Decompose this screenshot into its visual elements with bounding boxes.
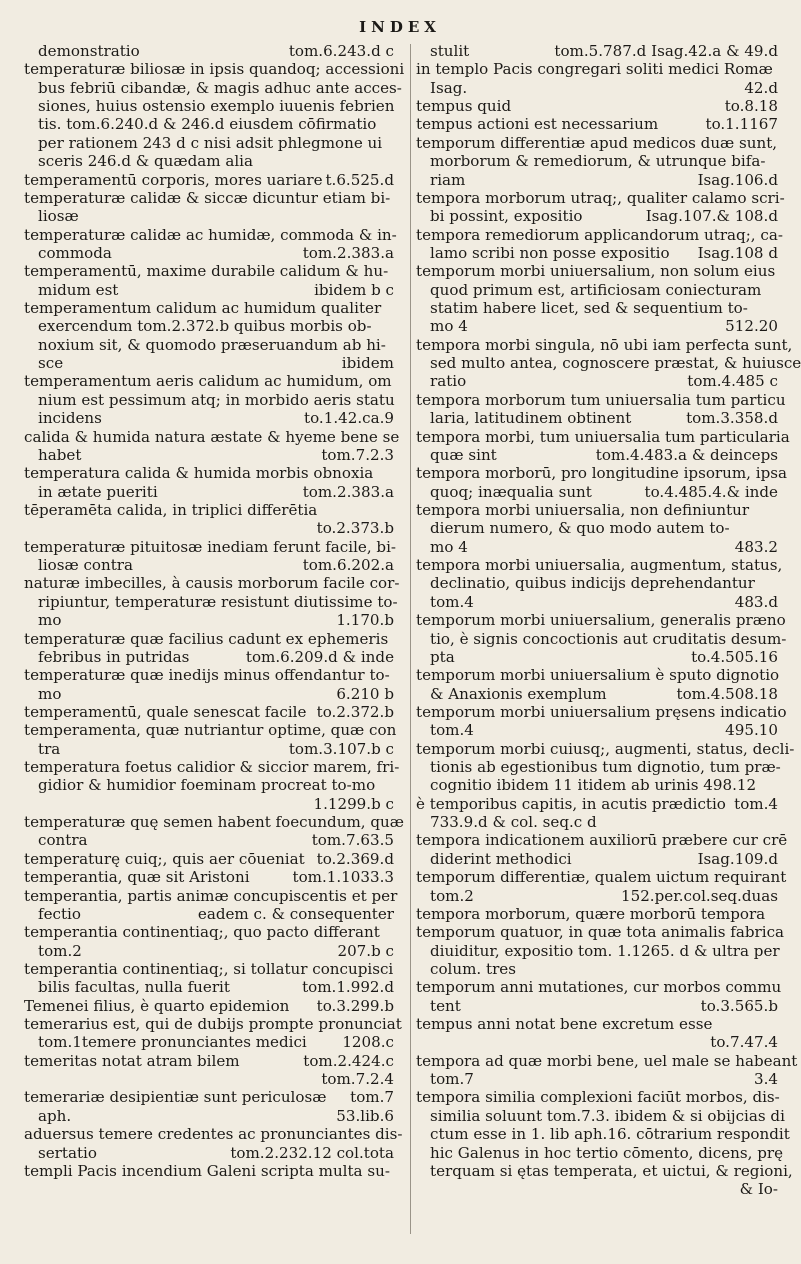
- index-line: [416, 79, 778, 97]
- index-entry-text: tempora morbi, tum uniuersalia tum particularia: [416, 427, 790, 446]
- index-entry-text: tempora morborum tum uniuersalia tum particu: [416, 390, 786, 409]
- index-entry-text: habet: [38, 445, 82, 464]
- index-entry-text: & Anaxionis exemplum: [430, 684, 607, 703]
- index-line: [416, 978, 782, 997]
- index-entry-text: pta: [430, 647, 455, 666]
- index-entry-text: temerarius est, qui de dubijs prompte pronunciat: [24, 1015, 402, 1034]
- index-entry-text: mo: [351, 776, 376, 795]
- index-entry-text: temperamentū, quale senescat facile: [24, 702, 307, 721]
- index-line: [416, 702, 787, 721]
- index-entry-text: temperatura foetus calidior & siccior marem, fri-: [24, 758, 400, 777]
- index-line: [416, 427, 790, 446]
- index-entry-text: tom.1: [38, 1033, 82, 1052]
- index-entry-text: mo 4: [430, 537, 468, 556]
- index-line: [24, 171, 394, 189]
- index-entry-text: tom.4: [430, 721, 474, 740]
- index-entry-reference: Isag.106.d: [697, 170, 778, 189]
- index-entry-text: sertatio: [38, 1143, 97, 1162]
- index-entry-text: temperaturæ quę semen habent foecundum, quæ: [24, 813, 404, 832]
- right-column: [416, 42, 801, 1199]
- index-entry-reference: tom.6.209.d & inde: [245, 647, 394, 666]
- index-entry-reference: tom.1.992.d: [302, 978, 394, 997]
- index-entry-text: temperaturæ calidæ & siccæ dicuntur etiam bi-: [24, 188, 391, 207]
- index-entry-text: siones, huius ostensio exemplo iuuenis febrien: [38, 97, 395, 116]
- index-entry-text: diuiditur, expositio tom. 1.1265. d & ultra per: [430, 941, 780, 960]
- index-line: [416, 281, 778, 299]
- index-line: [416, 574, 778, 592]
- index-line: [24, 78, 402, 97]
- index-entry-reference: 512.20: [725, 317, 778, 336]
- index-entry-text: tom.2: [38, 941, 82, 960]
- index-entry-reference: to.1.42.ca.9: [304, 409, 394, 428]
- index-entry-text: naturæ imbecilles, à causis morborum facile cor-: [24, 574, 400, 593]
- index-entry-text: febribus in putridas: [38, 647, 190, 666]
- index-entry-text: similia soluunt tom.7.3. ibidem & si obijcias di: [430, 1106, 785, 1125]
- index-entry-reference: 1.1299.b c: [313, 794, 394, 813]
- index-entry-text: commoda: [38, 243, 112, 262]
- index-entry-text: riam: [430, 170, 466, 189]
- index-line: [416, 666, 778, 684]
- index-line: [416, 409, 778, 427]
- index-entry-text: sed multo antea, cognoscere præstat, & huiusce: [430, 354, 801, 373]
- index-line: [416, 997, 778, 1015]
- index-entry-text: tempora remediorum applicandorum utraq;, ca-: [416, 225, 783, 244]
- index-entry-reference: to.1.1167: [705, 115, 778, 134]
- index-line: [416, 519, 778, 537]
- index-entry-reference: tom.2.383.a: [302, 482, 394, 501]
- index-entry-reference: 495.10: [725, 721, 778, 740]
- index-entry-text: temperaturę cuiq;, quis aer cōueniat: [24, 849, 305, 868]
- index-entry-text: mo: [38, 684, 62, 703]
- index-entry-reference: & Io-: [739, 1180, 778, 1199]
- index-entry-reference: Isag.108 d: [697, 243, 778, 262]
- index-line: [416, 152, 778, 170]
- index-entry-text: tom.4: [430, 592, 474, 611]
- index-entry-text: liosæ contra: [38, 556, 134, 575]
- index-entry-text: exercendum tom.2.372.b quibus morbis ob-: [38, 317, 372, 336]
- index-line: [24, 225, 397, 244]
- index-entry-text: templi Pacis incendium Galeni scripta multa su-: [24, 1161, 390, 1180]
- index-entry-reference: 3.4: [753, 1070, 778, 1089]
- index-entry-text: tionis ab egestionibus tum dignotio, tum præ-: [430, 758, 781, 777]
- index-line: [416, 188, 785, 207]
- index-entry-text: temperantia continentiaq;, si tollatur concupisci: [24, 959, 394, 978]
- index-entry-text: tempora indicationem auxiliorū præbere cur crē: [416, 831, 788, 850]
- index-line: [416, 244, 778, 262]
- index-entry-reference: tom.5.787.d Isag.42.a & 49.d: [554, 42, 778, 60]
- index-entry-text: tēperamēta calida, in triplici differētia: [24, 500, 318, 519]
- index-entry-reference: tom.3.107.b c: [288, 739, 394, 758]
- index-entry-reference: Isag.109.d: [697, 849, 778, 868]
- index-line: [416, 538, 778, 556]
- index-entry-reference: tom.6.202.a: [302, 556, 394, 575]
- index-entry-text: temperaturæ quæ facilius cadunt ex ephemeris: [24, 629, 389, 648]
- index-entry-reference: to.4.485.4.& inde: [644, 482, 778, 501]
- index-line: [416, 60, 778, 78]
- index-line: [416, 299, 778, 317]
- index-entry-text: temporum anni mutationes, cur morbos commu: [416, 978, 782, 997]
- index-entry-reference: ibidem: [341, 354, 394, 373]
- index-line: [416, 390, 786, 409]
- index-entry-text: aph.: [38, 1106, 72, 1125]
- index-entry-reference: 483.2: [734, 537, 778, 556]
- index-entry-text: tempora morborū, pro longitudine ipsorum, ipsa: [416, 464, 787, 483]
- index-entry-text: mo: [38, 611, 62, 630]
- index-entry-text: temporum quatuor, in quæ tota animalis fabrica: [416, 923, 785, 942]
- index-line: [24, 134, 394, 152]
- index-line: [416, 629, 787, 648]
- index-entry-text: laria, latitudinem obtinent: [430, 409, 632, 428]
- index-entry-text: temperatura calida & humida morbis obnoxia: [24, 464, 374, 483]
- index-entry-reference: 207.b c: [337, 941, 394, 960]
- index-entry-text: tempora morbi uniuersalia, augmentum, status,: [416, 556, 783, 575]
- index-entry-text: nium est pessimum atq; in morbido aeris statu: [38, 390, 395, 409]
- index-line: [416, 134, 778, 152]
- index-entry-text: diderint methodici: [430, 849, 572, 868]
- index-entry-reference: tom.4.508.18: [676, 684, 778, 703]
- index-entry-text: temperaturæ calidæ ac humidæ, commoda & in-: [24, 225, 397, 244]
- index-entry-reference: tom.3.358.d: [686, 409, 778, 428]
- index-entry-reference: tom.1.1033.3: [292, 868, 394, 887]
- index-entry-text: quod primum est, artificiosam coniecturam: [430, 280, 762, 299]
- index-entry-text: tent: [430, 996, 461, 1015]
- index-entry-text: temperaturæ quæ inedijs minus offendantur to-: [24, 666, 390, 685]
- index-line: [24, 317, 394, 335]
- index-entry-reference: 42.d: [744, 78, 778, 97]
- index-line: [24, 42, 394, 60]
- index-entry-text: in templo Pacis congregari soliti medici Romæ: [416, 60, 773, 79]
- index-line: [416, 758, 781, 777]
- index-entry-text: temperantia continentiaq;, quo pacto differant: [24, 923, 380, 942]
- index-entry-text: dierum numero, & quo modo autem to-: [430, 519, 730, 538]
- index-line: [416, 831, 788, 850]
- index-line: [416, 721, 778, 739]
- index-line: [416, 483, 778, 501]
- index-entry-text: temporum differentiæ apud medicos duæ sunt,: [416, 133, 778, 152]
- index-line: [24, 281, 394, 299]
- index-entry-text: temere pronunciantes medici: [81, 1033, 307, 1052]
- index-entry-text: tempus anni notat bene excretum esse: [416, 1015, 713, 1034]
- index-entry-text: 733.9.d & col. seq.c d: [430, 813, 597, 832]
- index-entry-reference: tom.2.424.c: [303, 1051, 394, 1070]
- index-line: [24, 409, 394, 427]
- index-line: [416, 850, 778, 868]
- index-line: [416, 923, 785, 942]
- index-entry-text: sce: [38, 354, 64, 373]
- index-line: [416, 464, 787, 483]
- index-entry-text: tom.2: [430, 886, 474, 905]
- index-entry-text: temperamentū, maxime durabile calidum & hu-: [24, 262, 389, 281]
- index-entry-text: aduersus temere credentes ac pronunciantes dis-: [24, 1125, 403, 1144]
- index-line: [416, 611, 786, 630]
- index-entry-text: in ætate pueriti: [38, 482, 158, 501]
- index-entry-reference: to.2.372.b: [316, 702, 394, 721]
- index-line: [416, 317, 778, 335]
- index-entry-text: bus febriū cibandæ, & magis adhuc ante acces-: [38, 78, 402, 97]
- index-entry-text: contra: [38, 831, 88, 850]
- index-entry-text: ripiuntur, temperaturæ resistunt diutissime to-: [38, 592, 398, 611]
- index-entry-text: Isag.: [430, 78, 468, 97]
- index-entry-text: colum. tres: [430, 959, 516, 978]
- index-line: [416, 446, 778, 464]
- index-entry-text: temperamentum aeris calidum ac humidum, om: [24, 372, 392, 391]
- index-line: [24, 60, 405, 79]
- index-entry-reference: eadem c. & consequenter: [197, 904, 394, 923]
- index-entry-text: per rationem 243 d c nisi adsit phlegmone ui: [38, 133, 383, 152]
- index-entry-text: tempora morborum, quære morborū tempora: [416, 904, 766, 923]
- left-column: [24, 42, 405, 1180]
- index-line: [24, 299, 394, 317]
- index-entry-text: fectio: [38, 904, 81, 923]
- index-entry-text: temperamentū corporis, mores uariare: [24, 170, 323, 189]
- index-entry-text: è temporibus capitis, in acutis prædictio: [416, 794, 726, 813]
- index-line: [416, 1015, 778, 1052]
- index-line: [416, 776, 778, 794]
- index-line: [416, 335, 793, 354]
- index-entry-reference: tom.7.2.3: [321, 445, 394, 464]
- index-entry-text: tempora morbi uniuersalia, non definiuntur: [416, 500, 750, 519]
- index-entry-text: demonstratio: [38, 42, 140, 60]
- index-entry-text: incidens: [38, 409, 102, 428]
- index-entry-text: gidior & humidior foeminam procreat to-: [38, 776, 352, 795]
- index-line: [416, 556, 783, 575]
- index-line: [416, 207, 778, 225]
- index-entry-text: bi possint, expositio: [430, 207, 583, 226]
- index-entry-reference: 53.lib.6: [336, 1106, 394, 1125]
- index-line: [416, 887, 778, 905]
- index-line: [416, 225, 783, 244]
- index-entry-text: tempora similia complexioni faciūt morbos, dis-: [416, 1088, 780, 1107]
- index-entry-text: temperantia, partis animæ concupiscentis et per: [24, 886, 398, 905]
- index-entry-text: ctum esse in 1. lib aph.16. cōtrarium respondit: [430, 1125, 790, 1144]
- index-entry-reference: to.4.505.16: [691, 647, 778, 666]
- index-line: [24, 446, 394, 464]
- index-entry-text: midum est: [38, 280, 119, 299]
- index-entry-text: stulit: [430, 42, 470, 60]
- index-entry-reference: tom.7.63.5: [311, 831, 394, 850]
- index-line: [24, 262, 394, 280]
- index-line: [24, 427, 400, 446]
- index-line: [416, 593, 778, 611]
- index-entry-reference: tom.7.2.4: [321, 1070, 394, 1089]
- index-line: [416, 372, 778, 390]
- index-line: [24, 115, 394, 133]
- index-entry-text: tempus quid: [416, 97, 512, 116]
- index-entry-text: liosæ: [38, 207, 79, 226]
- index-entry-text: lamo scribi non posse expositio: [430, 243, 670, 262]
- index-entry-reference: ibidem b c: [314, 280, 394, 299]
- index-entry-text: temperamenta, quæ nutriantur optime, quæ con: [24, 721, 397, 740]
- index-entry-text: calida & humida natura æstate & hyeme bene se: [24, 427, 400, 446]
- index-entry-reference: 1.170.b: [336, 611, 394, 630]
- index-entry-text: temporum morbi uniuersalium è sputo dignotio: [416, 666, 780, 685]
- index-entry-text: quæ sint: [430, 445, 497, 464]
- index-entry-reference: tom.2.232.12 col.tota: [230, 1143, 394, 1162]
- index-line: [416, 813, 778, 831]
- index-line: [416, 942, 778, 960]
- index-entry-text: tempora morborum utraq;, qualiter calamo scri-: [416, 188, 785, 207]
- index-entry-reference: to.2.369.d: [316, 849, 394, 868]
- index-entry-text: statim habere licet, sed & sequentium to-: [430, 299, 748, 318]
- index-entry-text: temporum differentiæ, qualem uictum requirant: [416, 868, 787, 887]
- index-line: [24, 207, 394, 225]
- index-line: [24, 372, 394, 390]
- index-entry-text: terquam si ętas temperata, et uictui, & regioni,: [430, 1161, 793, 1180]
- index-line: [24, 483, 394, 501]
- index-line: [416, 354, 801, 373]
- index-entry-reference: to.3.299.b: [316, 996, 394, 1015]
- index-entry-text: morborum & remediorum, & utrunque bifa-: [430, 152, 766, 171]
- index-entry-text: cognitio ibidem 11 itidem ab urinis 498.12: [430, 776, 757, 795]
- index-entry-reference: 483.d: [734, 592, 778, 611]
- index-entry-text: temporum morbi uniuersalium, generalis præno: [416, 611, 786, 630]
- index-line: [24, 464, 394, 482]
- index-line: [416, 960, 778, 978]
- index-entry-reference: to.3.565.b: [700, 996, 778, 1015]
- index-line: [416, 262, 778, 280]
- index-line: [24, 97, 394, 115]
- index-line: [416, 905, 778, 923]
- index-entry-text: temperaturæ pituitosæ inediam ferunt facile, bi-: [24, 537, 397, 556]
- index-entry-text: tom.7: [430, 1070, 474, 1089]
- index-entry-text: tio, è signis concoctionis aut cruditatis desum-: [430, 629, 787, 648]
- index-entry-reference: tom.6.243.d c: [288, 42, 394, 60]
- index-entry-text: quoq; inæqualia sunt: [430, 482, 592, 501]
- index-line: [24, 500, 394, 538]
- index-line: [416, 685, 778, 703]
- index-entry-text: mo 4: [430, 317, 468, 336]
- index-line: [24, 152, 394, 170]
- index-entry-text: temperantia, quæ sit Aristoni: [24, 868, 250, 887]
- index-entry-text: temperamentum calidum ac humidum qualiter: [24, 299, 382, 318]
- index-entry-reference: tom.4.485 c: [687, 372, 778, 391]
- index-line: [416, 739, 795, 758]
- index-entry-reference: to.2.373.b: [316, 519, 394, 538]
- index-entry-reference: 152.per.col.seq.duas: [621, 886, 778, 905]
- index-line: [24, 354, 394, 372]
- index-entry-text: temerariæ desipientiæ sunt periculosæ: [24, 1088, 327, 1107]
- index-entry-reference: tom.4.483.a & deinceps: [595, 445, 778, 464]
- index-line: [416, 97, 778, 115]
- index-entry-reference: tom.7: [350, 1088, 394, 1107]
- index-entry-reference: to.7.47.4: [710, 1033, 778, 1052]
- index-line: [416, 648, 778, 666]
- index-entry-text: tra: [38, 739, 61, 758]
- index-line: [416, 42, 778, 60]
- index-entry-text: sceris 246.d & quædam alia: [38, 152, 254, 171]
- index-entry-text: temporum morbi cuiusq;, augmenti, status, decli-: [416, 739, 795, 758]
- index-entry-text: tempora ad quæ morbi bene, uel male se habeant: [416, 1051, 798, 1070]
- index-entry-text: ratio: [430, 372, 467, 391]
- index-entry-reference: tom.2.383.a: [302, 243, 394, 262]
- index-entry-text: tempus actioni est necessarium: [416, 115, 659, 134]
- index-line: [416, 501, 778, 519]
- index-entry-text: Temenei filius, è quarto epidemion: [24, 996, 290, 1015]
- column-divider: [410, 44, 411, 1234]
- index-entry-text: tempora morbi singula, nō ubi iam perfecta sunt,: [416, 335, 793, 354]
- index-entry-reference: to.8.18: [724, 97, 778, 116]
- index-line: [416, 115, 778, 133]
- index-line: [24, 391, 394, 409]
- index-entry-text: temperaturæ biliosæ in ipsis quandoq; accessioni: [24, 60, 405, 79]
- index-entry-text: temporum morbi uniuersalium pręsens indicatio: [416, 702, 787, 721]
- index-line: [24, 244, 394, 262]
- index-entry-text: bilis facultas, nulla fuerit: [38, 978, 230, 997]
- index-entry-text: hic Galenus in hoc tertio cōmento, dicens, prę: [430, 1143, 784, 1162]
- index-entry-reference: Isag.107.& 108.d: [645, 207, 778, 226]
- index-entry-text: temeritas notat atram bilem: [24, 1051, 240, 1070]
- index-entry-text: declinatio, quibus indicijs deprehendantur: [430, 574, 755, 593]
- index-entry-reference: tom.4: [734, 794, 778, 813]
- index-entry-reference: 6.210 b: [336, 684, 394, 703]
- index-line: [24, 336, 394, 354]
- index-entry-text: temporum morbi uniuersalium, non solum eius: [416, 262, 776, 281]
- index-entry-text: noxium sit, & quomodo præseruandum ab hi-: [38, 335, 386, 354]
- index-entry-reference: t.6.525.d: [325, 170, 394, 189]
- page-header: INDEX: [359, 18, 441, 36]
- index-line: [416, 868, 787, 887]
- index-line: [416, 795, 778, 813]
- index-entry-reference: 1208.c: [342, 1033, 394, 1052]
- index-line: [416, 171, 778, 189]
- index-entry-text: tis. tom.6.240.d & 246.d eiusdem cōfirmatio: [38, 115, 377, 134]
- index-line: [24, 189, 394, 207]
